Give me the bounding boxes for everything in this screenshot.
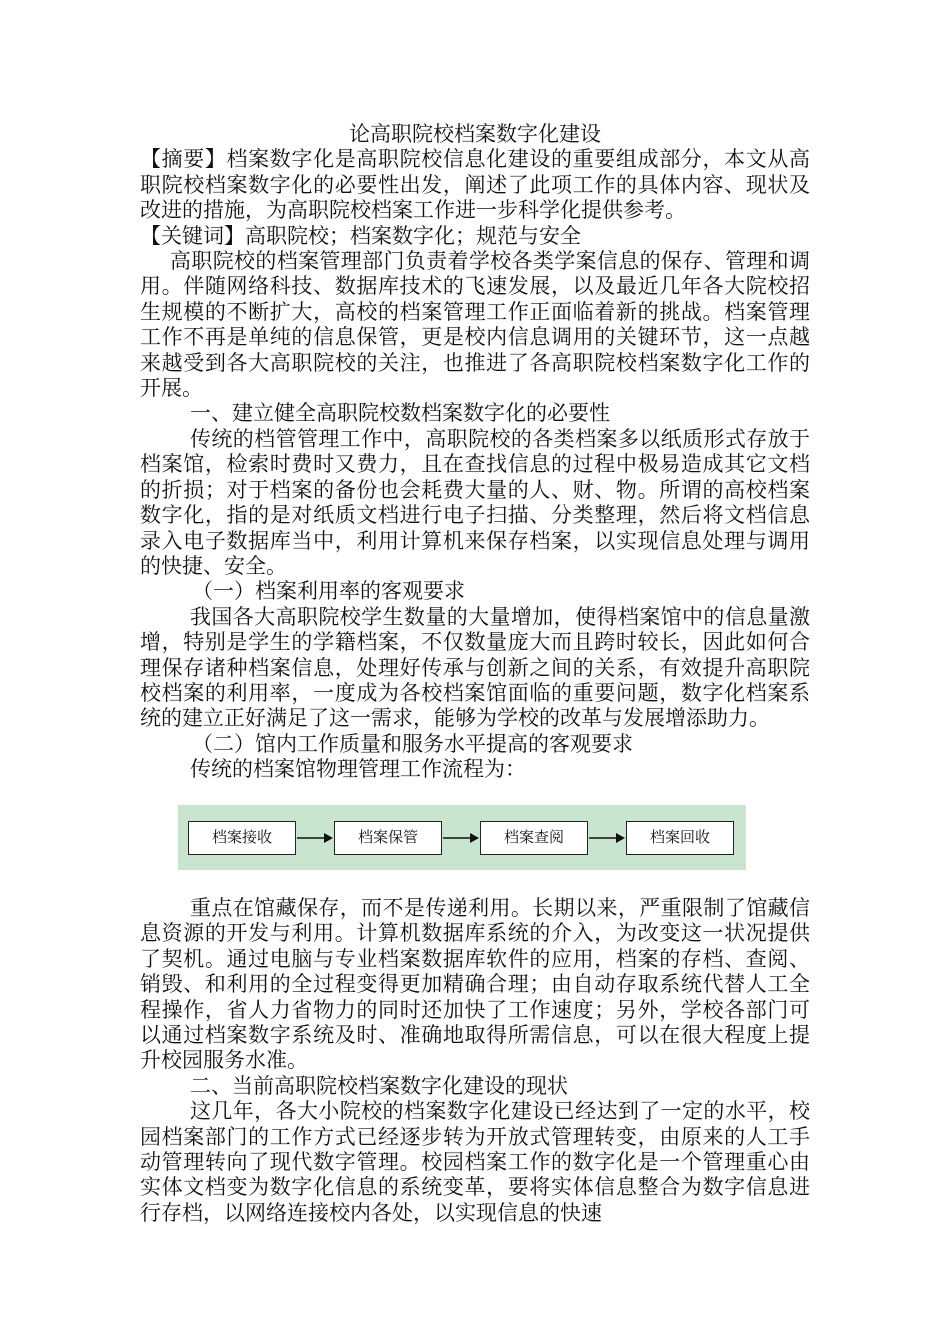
subsection2-heading: （二）馆内工作质量和服务水平提高的客观要求 bbox=[192, 731, 633, 756]
subsection1-paragraph: 我国各大高职院校学生数量的大量增加，使得档案馆中的信息量激增，特别是学生的学籍档案，不仅数量庞大而且跨时较长，因此如何合理保存诸种档案信息，处理好传承与创新之间的关系，有效提升高职院校档案的利用率，一度成为各校档案馆面临的重要问题，数字化档案系统的建立正好满足了这一需求，能够为学校的改革与发展增添助力。 bbox=[140, 604, 810, 731]
arrow-right-icon bbox=[443, 829, 479, 847]
front-matter bbox=[140, 122, 810, 783]
intro-paragraph: 高职院校的档案管理部门负责着学校各类学案信息的保存、管理和调用。伴随网络科技、数据库技术的飞速发展，以及最近几年各大院校招生规模的不断扩大，高校的档案管理工作正面临着新的挑战。档案管理工作不再是单纯的信息保管，更是校内信息调用的关键环节，这一点越来越受到各大高职院校的关注，也推进了各高职院校档案数字化工作的开展。 bbox=[140, 249, 810, 401]
after-flow-paragraph: 重点在馆藏保存，而不是传递利用。长期以来，严重限制了馆藏信息资源的开发与利用。计算机数据库系统的介入，为改变这一状况提供了契机。通过电脑与专业档案数据库软件的应用，档案的存档、查阅、销毁、和利用的全过程变得更加精确合理；由自动存取系统代替人工全程操作，省人力省物力的同时还加快了工作速度；另外，学校各部门可以通过档案数字系统及时、准确地取得所需信息，可以在很大程度上提升校园服务水准。 bbox=[140, 896, 810, 1073]
section1-heading: 一、建立健全高职院校数档案数字化的必要性 bbox=[190, 401, 610, 426]
document-title: 论高职院校档案数字化建设 bbox=[349, 122, 601, 146]
section2-paragraph: 这几年，各大小院校的档案数字化建设已经达到了一定的水平，校园档案部门的工作方式已经逐步转为开放式管理转变，由原来的人工手动管理转向了现代数字管理。校园档案工作的数字化是一个管理重心由实体文档变为数字化信息的系统变革，要将实体信息整合为数字信息进行存档，以网络连接校内各处，以实现信息的快速 bbox=[140, 1099, 810, 1225]
flow-node-receive: 档案接收 bbox=[188, 821, 296, 855]
abstract-paragraph: 【摘要】档案数字化是高职院校信息化建设的重要组成部分，本文从高职院校档案数字化的必要性出发，阐述了此项工作的具体内容、现状及改进的措施，为高职院校档案工作进一步科学化提供参考。 bbox=[140, 147, 810, 223]
arrow-right-icon bbox=[589, 829, 625, 847]
arrow-right-icon bbox=[297, 829, 333, 847]
flow-node-storage: 档案保管 bbox=[334, 821, 442, 855]
subsection2-lead: 传统的档案馆物理管理工作流程为： bbox=[190, 757, 526, 782]
flow-node-consult: 档案查阅 bbox=[480, 821, 588, 855]
flow-node-recycle: 档案回收 bbox=[626, 821, 734, 855]
keywords-line: 【关键词】高职院校；档案数字化；规范与安全 bbox=[140, 223, 581, 248]
subsection1-heading: （一）档案利用率的客观要求 bbox=[192, 579, 465, 604]
section2-heading: 二、当前高职院校档案数字化建设的现状 bbox=[190, 1073, 568, 1098]
body-continued bbox=[140, 896, 810, 1226]
section1-paragraph: 传统的档管管理工作中，高职院校的各类档案多以纸质形式存放于档案馆，检索时费时又费力，且在查找信息的过程中极易造成其它文档的折损；对于档案的备份也会耗费大量的人、财、物。所谓的高校档案数字化，指的是对纸质文档进行电子扫描、分类整理，然后将文档信息录入电子数据库当中，利用计算机来保存档案，以实现信息处理与调用的快捷、安全。 bbox=[140, 426, 810, 578]
flowchart bbox=[178, 805, 746, 870]
